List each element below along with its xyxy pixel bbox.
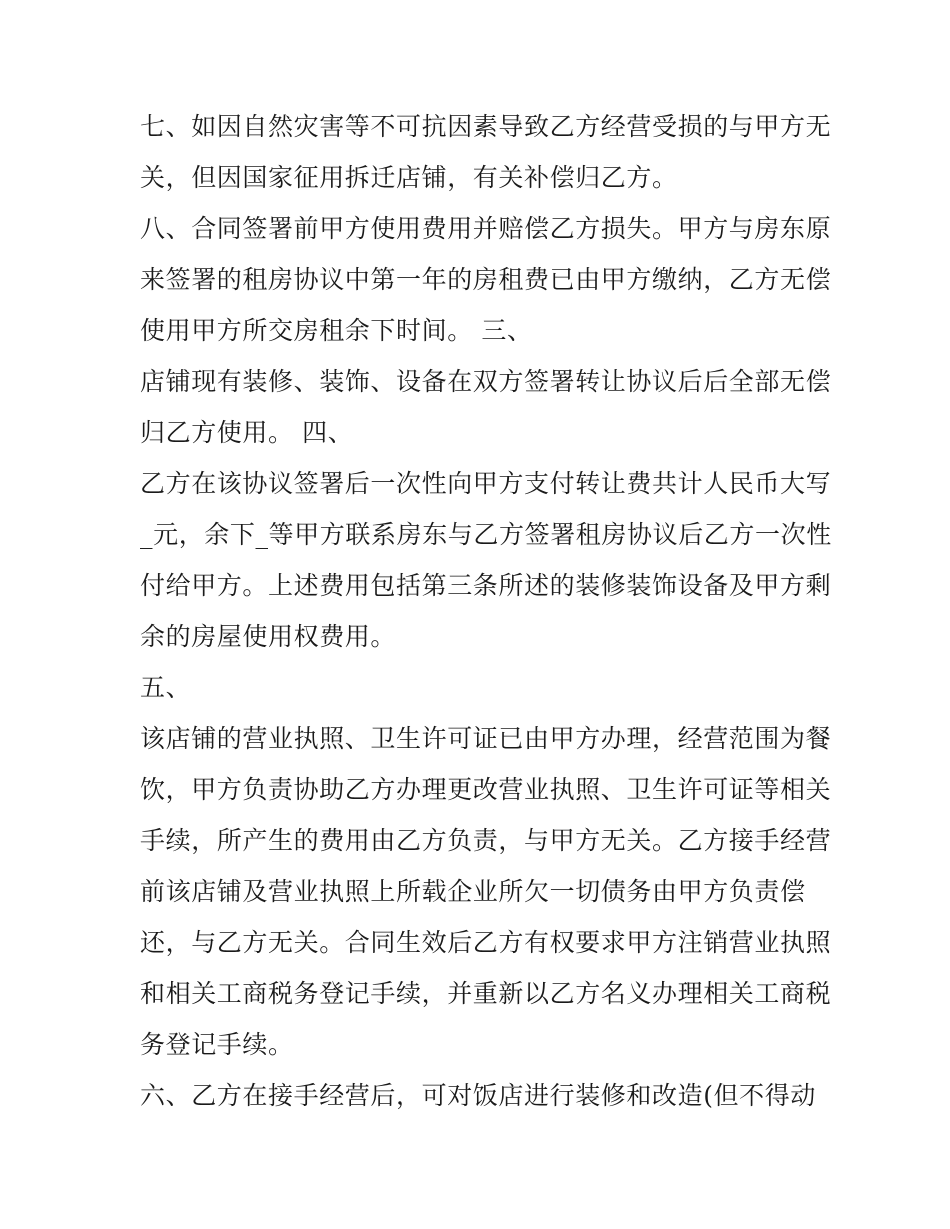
text-line: 归乙方使用。 四、 (140, 418, 354, 447)
text-line: 务登记手续。 (140, 1030, 294, 1059)
text-line: 七、如因自然灾害等不可抗因素导致乙方经营受损的与甲方无 (140, 112, 832, 141)
text-line: 手续，所产生的费用由乙方负责，与甲方无关。乙方接手经营 (140, 826, 832, 855)
text-line: 八、合同签署前甲方使用费用并赔偿乙方损失。甲方与房东原 (140, 214, 832, 243)
text-line: 余的房屋使用权费用。 (140, 622, 397, 651)
text-line: 还，与乙方无关。合同生效后乙方有权要求甲方注销营业执照 (140, 928, 832, 957)
text-line: 六、乙方在接手经营后，可对饭店进行装修和改造(但不得动 (140, 1081, 816, 1110)
text-line: 关，但因国家征用拆迁店铺，有关补偿归乙方。 (140, 163, 678, 192)
text-line: 饮，甲方负责协助乙方办理更改营业执照、卫生许可证等相关 (140, 775, 832, 804)
text-line: 和相关工商税务登记手续，并重新以乙方名义办理相关工商税 (140, 979, 832, 1008)
text-line: 前该店铺及营业执照上所载企业所欠一切债务由甲方负责偿 (140, 877, 806, 906)
text-line: _元，余下_等甲方联系房东与乙方签署租房协议后乙方一次性 (140, 520, 832, 549)
text-line: 乙方在该协议签署后一次性向甲方支付转让费共计人民币大写 (140, 469, 832, 498)
text-line: 店铺现有装修、装饰、设备在双方签署转让协议后后全部无偿 (140, 367, 832, 396)
text-line: 使用甲方所交房租余下时间。 三、 (140, 316, 533, 345)
text-line: 付给甲方。上述费用包括第三条所述的装修装饰设备及甲方剩 (140, 571, 832, 600)
section-heading: 五、 (140, 673, 192, 702)
text-line: 该店铺的营业执照、卫生许可证已由甲方办理，经营范围为餐 (140, 724, 832, 753)
text-line: 来签署的租房协议中第一年的房租费已由甲方缴纳，乙方无偿 (140, 265, 832, 294)
